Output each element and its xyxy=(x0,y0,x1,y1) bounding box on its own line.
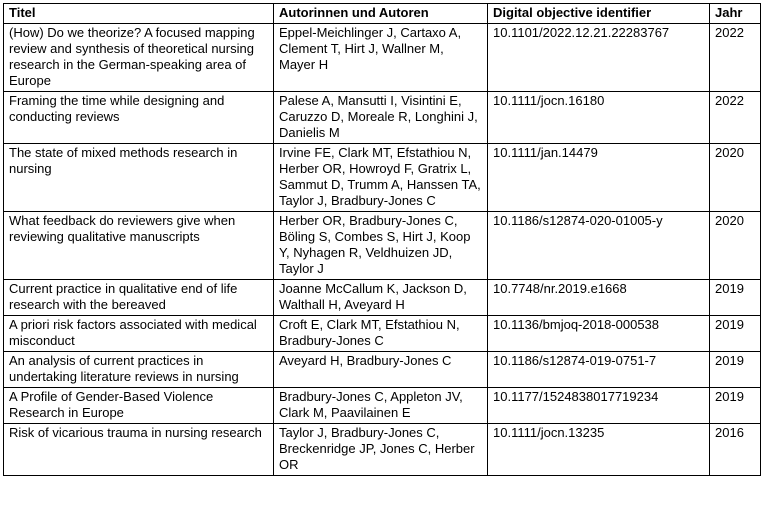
table-header-row xyxy=(4,4,761,24)
cell-year: 2019 xyxy=(710,352,761,388)
cell-title: Current practice in qualitative end of life research with the bereaved xyxy=(4,280,274,316)
cell-doi: 10.1186/s12874-020-01005-y xyxy=(488,212,710,280)
cell-year: 2020 xyxy=(710,212,761,280)
cell-doi: 10.1111/jocn.16180 xyxy=(488,92,710,144)
table-row xyxy=(4,24,761,92)
cell-authors: Palese A, Mansutti I, Visintini E, Caruzzo D, Moreale R, Longhini J, Danielis M xyxy=(274,92,488,144)
cell-authors: Herber OR, Bradbury-Jones C, Böling S, Combes S, Hirt J, Koop Y, Nyhagen R, Veldhuizen JD, Taylor J xyxy=(274,212,488,280)
table-row xyxy=(4,92,761,144)
cell-title: The state of mixed methods research in nursing xyxy=(4,144,274,212)
cell-authors: Croft E, Clark MT, Efstathiou N, Bradbury-Jones C xyxy=(274,316,488,352)
cell-year: 2019 xyxy=(710,280,761,316)
header-title: Titel xyxy=(4,4,274,24)
header-authors: Autorinnen und Autoren xyxy=(274,4,488,24)
cell-doi: 10.7748/nr.2019.e1668 xyxy=(488,280,710,316)
cell-authors: Bradbury-Jones C, Appleton JV, Clark M, Paavilainen E xyxy=(274,388,488,424)
cell-title: (How) Do we theorize? A focused mapping review and synthesis of theoretical nursing research in the German-speaking area of Europe xyxy=(4,24,274,92)
table-row xyxy=(4,424,761,476)
header-year: Jahr xyxy=(710,4,761,24)
cell-doi: 10.1101/2022.12.21.22283767 xyxy=(488,24,710,92)
cell-authors: Joanne McCallum K, Jackson D, Walthall H, Aveyard H xyxy=(274,280,488,316)
cell-title: A Profile of Gender-Based Violence Research in Europe xyxy=(4,388,274,424)
cell-title: A priori risk factors associated with medical misconduct xyxy=(4,316,274,352)
cell-doi: 10.1136/bmjoq-2018-000538 xyxy=(488,316,710,352)
header-doi: Digital objective identifier xyxy=(488,4,710,24)
cell-authors: Irvine FE, Clark MT, Efstathiou N, Herber OR, Howroyd F, Gratrix L, Sammut D, Trumm A, Hanssen TA, Taylor J, Bradbury-Jones C xyxy=(274,144,488,212)
table-row xyxy=(4,316,761,352)
cell-title: Risk of vicarious trauma in nursing research xyxy=(4,424,274,476)
cell-year: 2019 xyxy=(710,316,761,352)
cell-doi: 10.1111/jan.14479 xyxy=(488,144,710,212)
cell-doi: 10.1186/s12874-019-0751-7 xyxy=(488,352,710,388)
cell-year: 2016 xyxy=(710,424,761,476)
cell-doi: 10.1111/jocn.13235 xyxy=(488,424,710,476)
cell-year: 2022 xyxy=(710,24,761,92)
cell-title: What feedback do reviewers give when reviewing qualitative manuscripts xyxy=(4,212,274,280)
table-row xyxy=(4,388,761,424)
cell-doi: 10.1177/1524838017719234 xyxy=(488,388,710,424)
publications-table xyxy=(3,3,761,476)
cell-year: 2022 xyxy=(710,92,761,144)
cell-authors: Taylor J, Bradbury-Jones C, Breckenridge JP, Jones C, Herber OR xyxy=(274,424,488,476)
table-row xyxy=(4,144,761,212)
table-row xyxy=(4,352,761,388)
cell-authors: Eppel-Meichlinger J, Cartaxo A, Clement T, Hirt J, Wallner M, Mayer H xyxy=(274,24,488,92)
cell-title: Framing the time while designing and conducting reviews xyxy=(4,92,274,144)
cell-year: 2020 xyxy=(710,144,761,212)
cell-title: An analysis of current practices in undertaking literature reviews in nursing xyxy=(4,352,274,388)
cell-authors: Aveyard H, Bradbury-Jones C xyxy=(274,352,488,388)
table-row xyxy=(4,212,761,280)
cell-year: 2019 xyxy=(710,388,761,424)
table-row xyxy=(4,280,761,316)
